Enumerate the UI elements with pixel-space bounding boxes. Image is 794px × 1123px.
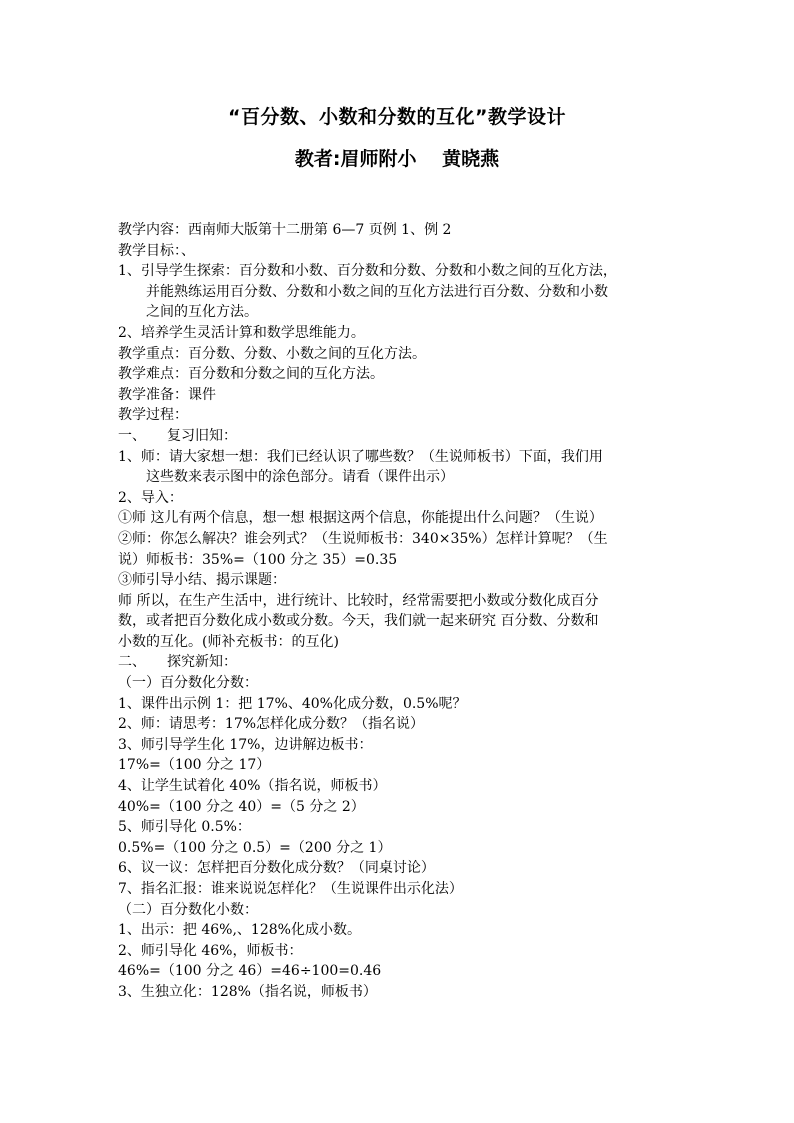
text-line: 2、师引导化 46%，师板书： xyxy=(118,942,303,959)
text-line: 数，或者把百分数化成小数或分数。今天，我们就一起来研究 百分数、分数和 xyxy=(118,613,599,630)
text-line: 1、课件出示例 1：把 17%、40%化成分数，0.5%呢？ xyxy=(118,695,467,712)
text-line: 教学过程： xyxy=(118,407,188,424)
document-author: 教者:眉师附小 黄晓燕 xyxy=(294,148,500,170)
text-line: （二）百分数化小数： xyxy=(118,901,258,918)
text-line: 2、培养学生灵活计算和数学思维能力。 xyxy=(118,324,365,341)
text-line: 小数的互化。(师补充板书：的互化) xyxy=(118,633,339,650)
text-line: 这些数来表示图中的涂色部分。请看（课件出示） xyxy=(146,469,454,486)
text-line: 46%=（100 分之 46）=46÷100=0.46 xyxy=(118,963,382,980)
text-line: 教学内容：西南师大版第十二册第 6—7 页例 1、例 2 xyxy=(118,222,452,238)
text-line: 教学准备：课件 xyxy=(118,386,216,403)
text-line: 5、师引导化 0.5%： xyxy=(118,819,251,836)
text-line: 1、师：请大家想一想：我们已经认识了哪些数？（生说师板书）下面，我们用 xyxy=(118,448,603,465)
text-line: 一、 复习旧知： xyxy=(118,427,237,444)
text-line: 3、生独立化：128%（指名说，师板书） xyxy=(118,983,377,1000)
document-title: “百分数、小数和分数的互化”教学设计 xyxy=(228,106,566,128)
text-line: 40%=（100 分之 40）=（5 分之 2） xyxy=(118,798,365,815)
text-line: 6、议一议：怎样把百分数化成分数？（同桌讨论） xyxy=(118,860,435,877)
text-line: 1、引导学生探索：百分数和小数、百分数和分数、分数和小数之间的互化方法， xyxy=(118,263,617,280)
text-line: 7、指名汇报：谁来说说怎样化？（生说课件出示化法） xyxy=(118,881,463,897)
text-line: 2、导入： xyxy=(118,489,183,506)
text-line: 教学难点：百分数和分数之间的互化方法。 xyxy=(118,366,384,383)
text-line: 3、师引导学生化 17%，边讲解边板书： xyxy=(118,736,373,753)
text-line: 17%=（100 分之 17） xyxy=(118,757,271,774)
text-line: （一）百分数化分数： xyxy=(118,675,258,692)
text-line: 并能熟练运用百分数、分数和小数之间的互化方法进行百分数、分数和小数 xyxy=(146,283,608,300)
text-line: 师 所以，在生产生活中，进行统计、比较时，经常需要把小数或分数化成百分 xyxy=(118,592,599,609)
text-line: 教学目标：、 xyxy=(118,242,195,259)
document-body xyxy=(118,220,690,1003)
text-line: ②师：你怎么解决？谁会列式？（生说师板书：340×35%）怎样计算呢？（生 xyxy=(118,530,608,547)
text-line: ①师 这儿有两个信息，想一想 根据这两个信息，你能提出什么问题？（生说） xyxy=(118,510,603,527)
text-line: 1、出示：把 46%,、128%化成小数。 xyxy=(118,922,361,939)
text-line: 教学重点：百分数、分数、小数之间的互化方法。 xyxy=(118,345,426,362)
text-line: 0.5%=（100 分之 0.5）=（200 分之 1） xyxy=(118,839,392,856)
text-line: 4、让学生试着化 40%（指名说，师板书） xyxy=(118,778,387,795)
text-line: ③师引导小结、揭示课题： xyxy=(118,572,286,589)
text-line: 之间的互化方法。 xyxy=(146,304,258,321)
text-line: 说）师板书：35%=（100 分之 35）=0.35 xyxy=(118,551,398,568)
text-line: 2、师：请思考：17%怎样化成分数？（指名说） xyxy=(118,716,425,733)
text-line: 二、 探究新知： xyxy=(118,654,237,671)
